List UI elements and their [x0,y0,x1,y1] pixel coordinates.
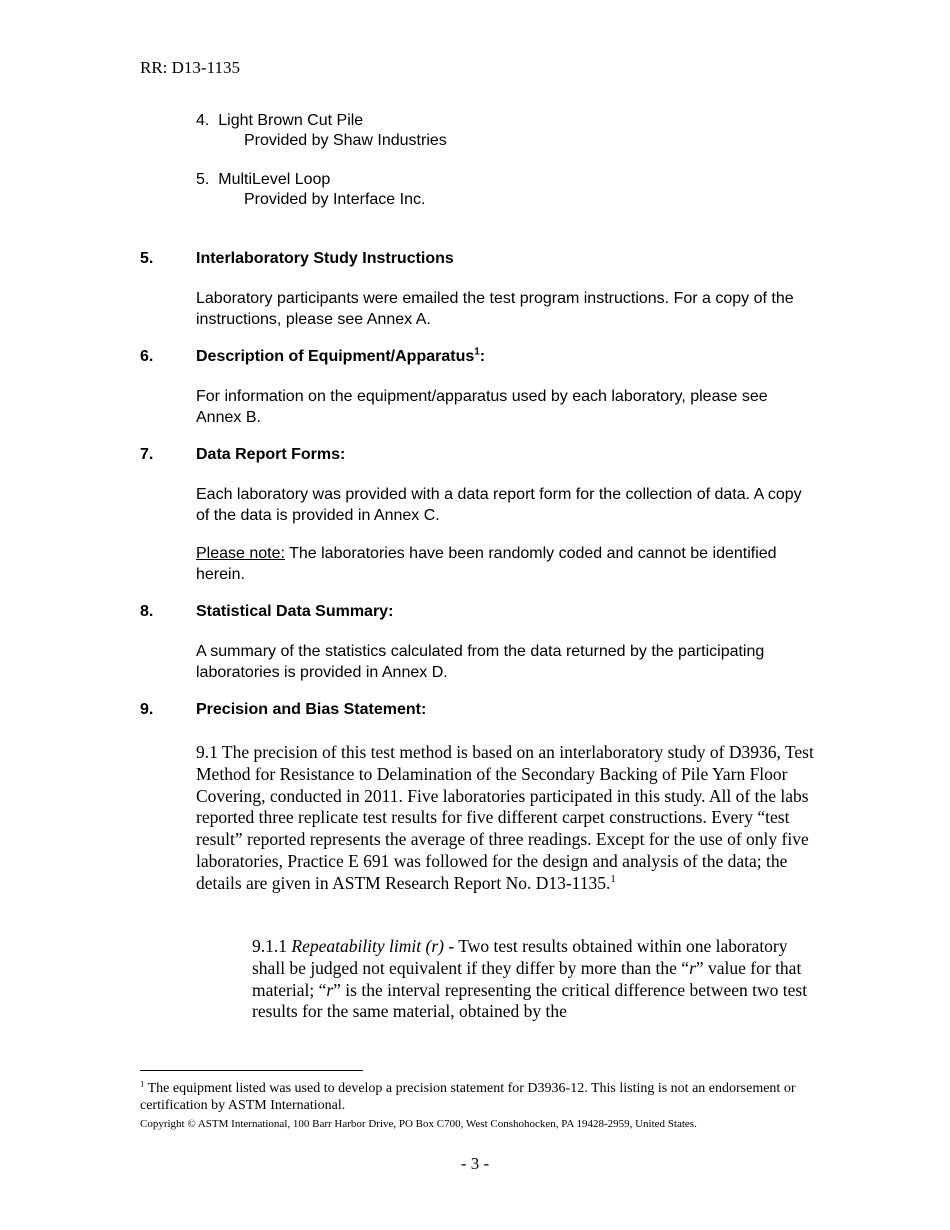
repeatability-term: Repeatability limit (r) [291,936,444,956]
footnote-separator [140,1070,363,1071]
section-9-number: 9. [140,701,154,718]
section-7-body: Each laboratory was provided with a data report form for the collection of data. A copy of the data is provided in Annex C. [196,486,802,524]
paragraph-9-1-1 [252,936,817,1023]
paragraph-9-1-text: 9.1 The precision of this test method is based on an interlaboratory study of D3936, Test Method for Resistance to Delamination of the Secondary Backing of Pile Yarn Floor Covering, conducted in 2011. Five laboratories participated in this study. All of the labs reported three replicate test results for five different carpet constructions. Every “test result” reported represents the average of three readings. Except for the use of only five laboratories, Practice E 691 was followed for the design and analysis of the data; the details are given in ASTM Research Report No. D13-1135. [196,742,814,893]
section-6-title-suffix: : [479,348,486,365]
paragraph-9-1-1-text-c: ” is the interval representing the critical difference between two test results for the same material, obtained by the [252,979,808,1022]
material-name: MultiLevel Loop [218,171,331,188]
material-number: 5. [196,171,210,188]
material-name: Light Brown Cut Pile [218,112,364,129]
note-text: The laboratories have been randomly coded and cannot be identified herein. [196,545,777,583]
section-9-title: Precision and Bias Statement: [196,701,427,718]
report-id-header: RR: D13-1135 [140,58,240,77]
section-5-body: Laboratory participants were emailed the test program instructions. For a copy of the instructions, please see Annex A. [196,290,794,328]
section-8-title: Statistical Data Summary: [196,603,394,620]
material-item-5 [196,171,330,189]
note-label: Please note: [196,545,285,562]
section-6-number: 6. [140,348,154,365]
page-number: - 3 - [460,1154,490,1173]
section-6-title-text: Description of Equipment/Apparatus [196,348,475,365]
paragraph-9-1-1-text-b: ” value for that material; “ [252,957,802,1000]
footnote-ref: 1 [474,346,480,358]
section-7-title: Data Report Forms: [196,446,346,463]
section-8-body: A summary of the statistics calculated from the data returned by the participating laboratories is provided in Annex D. [196,643,765,681]
section-5-number: 5. [140,250,154,267]
footnote-ref: 1 [610,872,616,885]
r-symbol: r [689,957,696,978]
section-6-body: For information on the equipment/apparatus used by each laboratory, please see Annex B. [196,388,768,426]
section-7-note [196,544,816,585]
material-item-4 [196,112,363,130]
paragraph-9-1 [196,742,816,895]
paragraph-9-1-1-text-a: - Two test results obtained within one laboratory shall be judged not equivalent if they differ by more than the “ [252,936,788,978]
footnote [140,1080,800,1114]
copyright-line: Copyright © ASTM International, 100 Barr Harbor Drive, PO Box C700, West Conshohocken, PA 19428-2959, United States. [140,1118,697,1130]
section-5-title: Interlaboratory Study Instructions [196,250,454,267]
material-provider: Provided by Shaw Industries [244,132,447,149]
section-7-number: 7. [140,446,154,463]
material-number: 4. [196,112,210,129]
footnote-text: The equipment listed was used to develop a precision statement for D3936-12. This listing is not an endorsement or certification by ASTM International. [140,1081,796,1113]
material-provider: Provided by Interface Inc. [244,191,426,208]
r-symbol: r [326,979,334,1000]
paragraph-9-1-1-number: 9.1.1 [252,936,292,956]
section-6-title [196,348,485,366]
section-8-number: 8. [140,603,154,620]
footnote-marker: 1 [140,1078,145,1089]
